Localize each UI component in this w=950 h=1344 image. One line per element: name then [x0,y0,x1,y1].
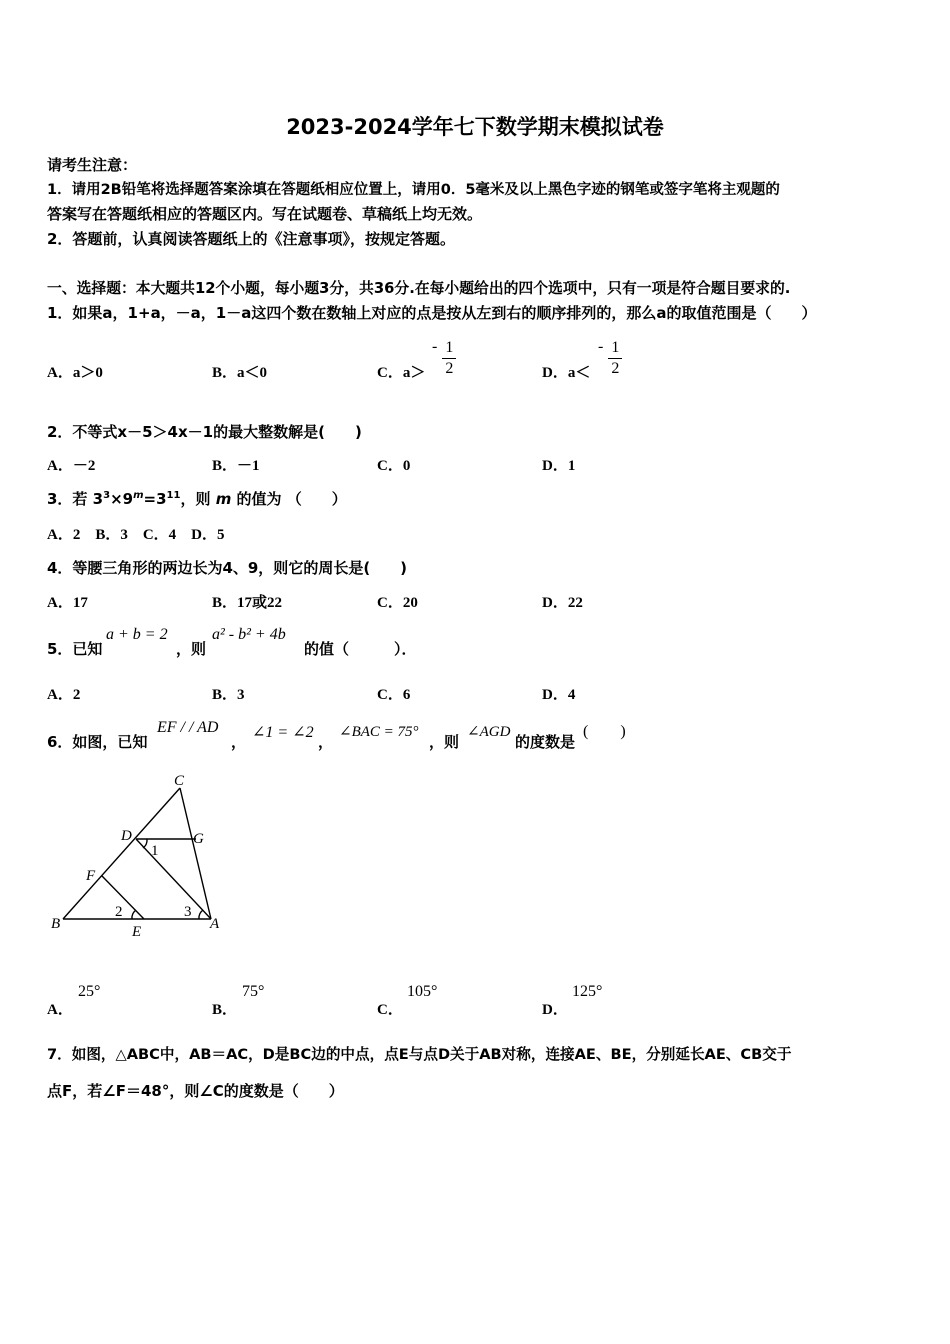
minus-sign: - [432,338,438,355]
q4-option-d: D．22 [542,595,583,611]
q6-then: ，则 [429,733,460,751]
page-title: 2023-2024学年七下数学期末模拟试卷 [286,115,664,139]
q3-factor: ×9 [110,490,134,508]
q3-exponent-m: m [133,490,144,501]
angle-3-arc [199,910,203,919]
q6-option-c-value: 105° [407,983,438,1000]
angle-2-arc [132,910,136,919]
q1-option-d-label: D．a＜ [542,365,591,381]
fraction-denominator: 2 [611,360,620,377]
q1-option-c-value [432,338,456,379]
q2-option-b: B．－1 [212,458,260,474]
q5-option-d: D．4 [542,687,576,703]
q3-tail: 的值为 （ ） [231,490,347,508]
q6-option-a: A． [47,1002,73,1018]
q1-option-c [377,361,425,382]
q3-equals: =3 [143,490,167,508]
q5-expression-1: a + b = 2 [106,626,168,643]
q2-option-a: A．－2 [47,458,96,474]
label-angle-1: 1 [151,843,159,859]
label-a: A [210,916,220,932]
q6-suffix: 的度数是 [515,733,576,751]
notice-line-1b: 答案写在答题纸相应的答题区内。写在试题卷、草稿纸上均无效。 [47,205,483,223]
q6-comma-1: ， [231,733,247,751]
q6-answer-paren: ( ) [583,723,626,740]
segment-fe [102,876,144,919]
minus-sign: - [598,338,604,355]
q6-geometry-figure [45,770,235,954]
label-e: E [132,924,142,940]
label-angle-2: 2 [115,904,123,920]
q2-option-c: C．0 [377,458,411,474]
angle-1-arc [143,839,147,848]
q4-option-b: B．17或22 [212,595,283,611]
question-1-stem: 1．如果a，1+a，－a，1－a这四个数在数轴上对应的点是按从左到右的顺序排列的，那么a的取值范围是（ ） [47,304,817,322]
label-f: F [86,868,96,884]
q3-exponent-11: 11 [166,490,181,501]
fraction-numerator: 1 [442,338,456,359]
q6-condition-1: EF / / AD [157,719,219,736]
q3-then: ，则 [180,490,216,508]
q1-option-a: A．a＞0 [47,365,103,381]
q1-option-b: B．a＜0 [212,365,268,381]
q5-middle: ，则 [176,640,207,658]
fraction-denominator: 2 [445,360,454,377]
q1-option-d [542,361,590,382]
q5-option-b: B．3 [212,687,245,703]
q6-condition-2: ∠1 = ∠2 [252,724,314,741]
q3-exponent-1: 3 [103,490,111,501]
label-d: D [121,828,132,844]
q5-option-a: A．2 [47,687,81,703]
q5-expression-2: a² - b² + 4b [212,626,286,643]
label-angle-3: 3 [184,904,192,920]
q6-prefix: 6．如图，已知 [47,733,148,751]
label-b: B [51,916,61,932]
question-7-line-2: 点F，若∠F＝48°，则∠C的度数是（ ） [47,1082,344,1100]
q6-option-d: D． [542,1002,568,1018]
q6-comma-2: ， [318,733,334,751]
q1-option-c-label: C．a＞ [377,365,426,381]
question-7-line-1: 7．如图，△ABC中，AB＝AC，D是BC边的中点，点E与点D关于AB对称，连接AE、BE，分别延长AE、CB交于 [47,1046,792,1063]
triangle-diagram [45,770,235,950]
fraction-one-half [442,338,456,379]
q6-option-a-value: 25° [78,983,101,1000]
q6-target-angle: ∠AGD [467,724,511,740]
question-4-stem: 4．等腰三角形的两边长为4、9，则它的周长是( ) [47,559,408,577]
q6-option-d-value: 125° [572,983,603,1000]
question-3-stem [47,488,347,509]
section-heading: 一、选择题：本大题共12个小题，每小题3分，共36分.在每小题给出的四个选项中，只有一项是符合题目要求的. [47,280,791,297]
q5-option-c: C．6 [377,687,411,703]
segment-bc [63,788,180,919]
q5-suffix: 的值（ ）． [304,640,417,658]
notice-line-1a: 1．请用2B铅笔将选择题答案涂填在答题纸相应位置上，请用0．5毫米及以上黑色字迹的钢笔或签字笔将主观题的 [47,182,780,198]
q3-prefix: 3．若 3 [47,490,104,508]
segment-ca [180,788,211,919]
q6-option-b: B． [212,1002,238,1018]
label-g: G [193,831,204,847]
q6-condition-3: ∠BAC = 75° [339,724,419,740]
fraction-numerator: 1 [608,338,622,359]
q4-option-a: A．17 [47,595,88,611]
q6-option-c: C． [377,1002,403,1018]
question-2-stem: 2．不等式x－5＞4x－1的最大整数解是( ) [47,423,362,441]
q3-variable: m [215,490,232,508]
q1-option-d-value [598,338,622,379]
label-c: C [174,773,185,789]
fraction-one-half [608,338,622,379]
q4-option-c: C．20 [377,595,418,611]
notice-heading: 请考生注意： [47,156,138,174]
notice-line-2: 2．答题前，认真阅读答题纸上的《注意事项》，按规定答题。 [47,230,455,248]
q2-option-d: D．1 [542,458,576,474]
q5-prefix: 5．已知 [47,640,103,658]
segment-da [136,839,211,919]
q3-options: A．2 B．3 C．4 D．5 [47,527,225,543]
q6-option-b-value: 75° [242,983,265,1000]
